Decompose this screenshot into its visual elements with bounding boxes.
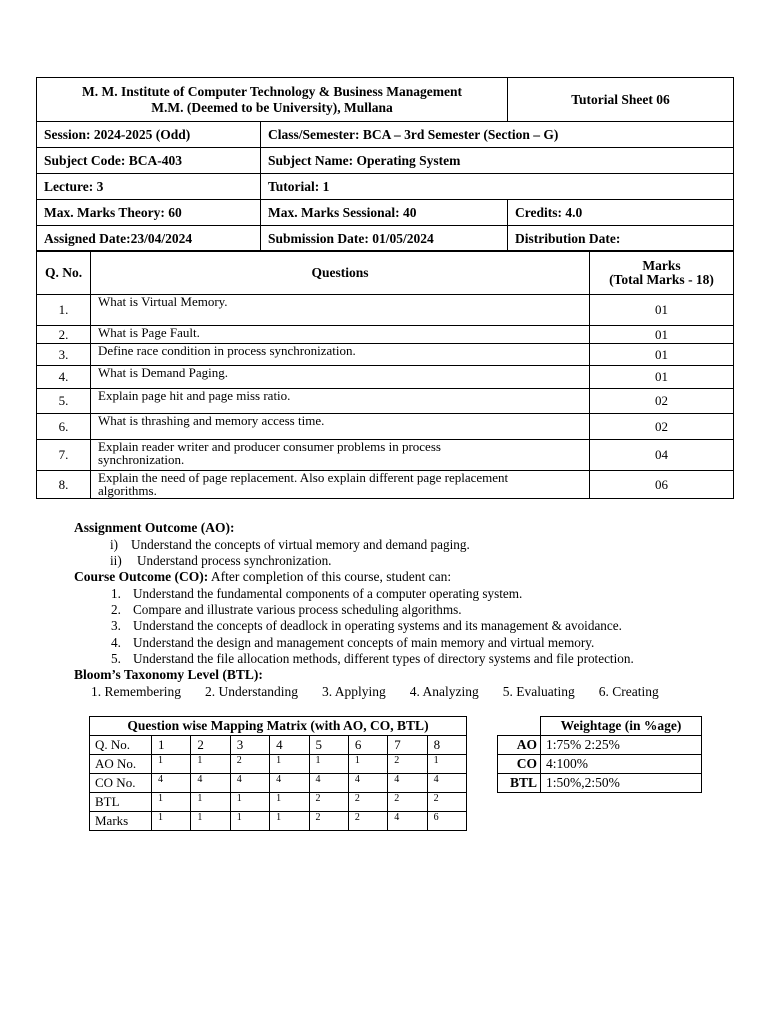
max-marks-theory: Max. Marks Theory: 60 bbox=[37, 200, 261, 226]
question-number: 6. bbox=[37, 414, 91, 440]
question-number: 7. bbox=[37, 440, 91, 471]
ao-item-text: Understand process synchronization. bbox=[137, 553, 332, 568]
question-line: synchronization. bbox=[98, 452, 185, 467]
mapping-cell: 1 bbox=[348, 755, 387, 774]
ao-item-num: i) bbox=[110, 537, 119, 552]
tutorial: Tutorial: 1 bbox=[261, 174, 734, 200]
mapping-cell: 1 bbox=[191, 793, 230, 812]
question-text bbox=[91, 326, 590, 344]
mapping-cell: 4 bbox=[191, 774, 230, 793]
mapping-cell: 8 bbox=[427, 736, 466, 755]
mapping-cell: 1 bbox=[191, 755, 230, 774]
weightage-value: 4:100% bbox=[541, 755, 702, 774]
weightage-row bbox=[498, 774, 702, 793]
mapping-cell: 1 bbox=[191, 812, 230, 831]
co-item bbox=[111, 635, 594, 651]
question-line: Explain the need of page replacement. Also explain different page replacement bbox=[98, 470, 509, 485]
question-marks: 04 bbox=[590, 440, 734, 471]
question-marks: 06 bbox=[590, 471, 734, 499]
mapping-row-label: Q. No. bbox=[90, 736, 152, 755]
co-item-text: Compare and illustrate various process scheduling algorithms. bbox=[133, 602, 462, 617]
credits: Credits: 4.0 bbox=[508, 200, 734, 226]
mapping-cell: 2 bbox=[309, 793, 348, 812]
weightage-value: 1:75% 2:25% bbox=[541, 736, 702, 755]
question-line: Explain page hit and page miss ratio. bbox=[98, 388, 291, 403]
mapping-cell: 1 bbox=[309, 755, 348, 774]
question-line: algorithms. bbox=[98, 483, 157, 498]
mapping-cell: 2 bbox=[427, 793, 466, 812]
co-item bbox=[111, 651, 634, 667]
btl-level: 2. Understanding bbox=[204, 684, 298, 699]
co-item-text: Understand the design and management concepts of main memory and virtual memory. bbox=[133, 635, 595, 650]
mapping-cell: 1 bbox=[152, 793, 191, 812]
weightage-title: Weightage (in %age) bbox=[541, 717, 702, 736]
weightage-key: AO bbox=[498, 736, 541, 755]
table-row bbox=[37, 389, 734, 414]
mapping-cell: 1 bbox=[230, 812, 269, 831]
question-number: 4. bbox=[37, 366, 91, 389]
co-item bbox=[111, 586, 522, 602]
mapping-cell: 1 bbox=[270, 755, 309, 774]
weightage-key: CO bbox=[498, 755, 541, 774]
col-qno-header: Q. No. bbox=[37, 251, 91, 295]
question-text bbox=[91, 471, 590, 499]
co-item-text: Understand the concepts of deadlock in operating systems and its management & avoidance. bbox=[133, 618, 622, 633]
mapping-cell: 2 bbox=[348, 793, 387, 812]
mapping-matrix-table bbox=[89, 716, 467, 831]
weightage-table bbox=[497, 716, 702, 793]
btl-heading: Bloom’s Taxonomy Level (BTL): bbox=[74, 667, 263, 682]
ao-item-num: ii) bbox=[110, 553, 122, 568]
table-row bbox=[37, 326, 734, 344]
question-marks: 01 bbox=[590, 295, 734, 326]
subject-name: Subject Name: Operating System bbox=[261, 148, 734, 174]
question-text bbox=[91, 344, 590, 366]
table-row bbox=[37, 295, 734, 326]
mapping-cell: 4 bbox=[230, 774, 269, 793]
mapping-cell: 2 bbox=[309, 812, 348, 831]
mapping-cell: 4 bbox=[152, 774, 191, 793]
weightage-corner bbox=[498, 717, 541, 736]
mapping-cell: 1 bbox=[270, 812, 309, 831]
mapping-title: Question wise Mapping Matrix (with AO, CO, BTL) bbox=[90, 717, 467, 736]
mapping-cell: 2 bbox=[348, 812, 387, 831]
mapping-cell: 1 bbox=[230, 793, 269, 812]
ao-heading: Assignment Outcome (AO): bbox=[74, 520, 235, 535]
institute-line2: M.M. (Deemed to be University), Mullana bbox=[151, 99, 393, 115]
question-line: What is Virtual Memory. bbox=[98, 294, 228, 309]
question-line: What is Demand Paging. bbox=[98, 365, 228, 380]
question-number: 5. bbox=[37, 389, 91, 414]
mapping-cell: 6 bbox=[427, 812, 466, 831]
mapping-row-label: AO No. bbox=[90, 755, 152, 774]
questions-table bbox=[36, 250, 734, 499]
co-item-num: 1. bbox=[111, 586, 121, 601]
co-item-text: Understand the fundamental components of a computer operating system. bbox=[133, 586, 523, 601]
mapping-row-btl bbox=[90, 793, 467, 812]
mapping-cell: 4 bbox=[427, 774, 466, 793]
mapping-cell: 3 bbox=[230, 736, 269, 755]
co-item-num: 3. bbox=[111, 618, 121, 633]
mapping-cell: 2 bbox=[388, 755, 427, 774]
question-marks: 02 bbox=[590, 389, 734, 414]
question-text bbox=[91, 389, 590, 414]
co-heading-line bbox=[74, 569, 451, 585]
weightage-value: 1:50%,2:50% bbox=[541, 774, 702, 793]
ao-item-text: Understand the concepts of virtual memory and demand paging. bbox=[131, 537, 470, 552]
weightage-row bbox=[498, 755, 702, 774]
table-row bbox=[37, 414, 734, 440]
question-line: Explain reader writer and producer consumer problems in process bbox=[98, 439, 441, 454]
co-heading: Course Outcome (CO): bbox=[74, 569, 209, 584]
btl-level: 4. Analyzing bbox=[409, 684, 479, 699]
table-row bbox=[37, 344, 734, 366]
mapping-row-label: Marks bbox=[90, 812, 152, 831]
question-number: 3. bbox=[37, 344, 91, 366]
lecture: Lecture: 3 bbox=[37, 174, 261, 200]
ao-item bbox=[110, 553, 331, 569]
btl-level: 6. Creating bbox=[598, 684, 659, 699]
question-number: 8. bbox=[37, 471, 91, 499]
mapping-row-co bbox=[90, 774, 467, 793]
mapping-cell: 4 bbox=[388, 812, 427, 831]
co-item-num: 5. bbox=[111, 651, 121, 666]
header-table bbox=[36, 77, 734, 252]
co-intro: After completion of this course, student can: bbox=[208, 569, 452, 584]
btl-level: 3. Applying bbox=[321, 684, 386, 699]
question-text bbox=[91, 414, 590, 440]
question-marks: 01 bbox=[590, 366, 734, 389]
table-row bbox=[37, 440, 734, 471]
subject-code: Subject Code: BCA-403 bbox=[37, 148, 261, 174]
mapping-cell: 6 bbox=[348, 736, 387, 755]
mapping-cell: 1 bbox=[427, 755, 466, 774]
assigned-date: Assigned Date:23/04/2024 bbox=[37, 226, 261, 252]
mapping-row-qno bbox=[90, 736, 467, 755]
co-item-num: 4. bbox=[111, 635, 121, 650]
weightage-key: BTL bbox=[498, 774, 541, 793]
btl-level: 1. Remembering bbox=[91, 684, 181, 699]
mapping-row-label: CO No. bbox=[90, 774, 152, 793]
sheet-title: Tutorial Sheet 06 bbox=[508, 78, 734, 122]
marks-header-line2: (Total Marks - 18) bbox=[609, 271, 714, 287]
mapping-cell: 4 bbox=[348, 774, 387, 793]
co-item-text: Understand the file allocation methods, different types of directory systems and file protection. bbox=[133, 651, 634, 666]
question-marks: 01 bbox=[590, 326, 734, 344]
co-item-num: 2. bbox=[111, 602, 121, 617]
question-number: 2. bbox=[37, 326, 91, 344]
mapping-cell: 1 bbox=[270, 793, 309, 812]
btl-level: 5. Evaluating bbox=[502, 684, 575, 699]
mapping-row-ao bbox=[90, 755, 467, 774]
question-marks: 01 bbox=[590, 344, 734, 366]
mapping-cell: 1 bbox=[152, 755, 191, 774]
question-line: What is Page Fault. bbox=[98, 325, 200, 340]
question-line: What is thrashing and memory access time. bbox=[98, 413, 325, 428]
mapping-row-label: BTL bbox=[90, 793, 152, 812]
mapping-cell: 4 bbox=[270, 736, 309, 755]
btl-levels bbox=[91, 684, 659, 700]
table-row bbox=[37, 366, 734, 389]
mapping-row-marks bbox=[90, 812, 467, 831]
marks-header-line1: Marks bbox=[642, 257, 681, 273]
question-text bbox=[91, 295, 590, 326]
mapping-cell: 2 bbox=[191, 736, 230, 755]
mapping-cell: 7 bbox=[388, 736, 427, 755]
mapping-cell: 2 bbox=[388, 793, 427, 812]
question-number: 1. bbox=[37, 295, 91, 326]
mapping-cell: 1 bbox=[152, 812, 191, 831]
session: Session: 2024-2025 (Odd) bbox=[37, 122, 261, 148]
weightage-row bbox=[498, 736, 702, 755]
mapping-cell: 1 bbox=[152, 736, 191, 755]
distribution-date: Distribution Date: bbox=[508, 226, 734, 252]
mapping-cell: 4 bbox=[270, 774, 309, 793]
institute-name bbox=[37, 78, 508, 122]
mapping-cell: 4 bbox=[388, 774, 427, 793]
mapping-cell: 4 bbox=[309, 774, 348, 793]
question-text bbox=[91, 366, 590, 389]
question-text bbox=[91, 440, 590, 471]
question-line: Define race condition in process synchronization. bbox=[98, 343, 356, 358]
co-item bbox=[111, 602, 462, 618]
submission-date: Submission Date: 01/05/2024 bbox=[261, 226, 508, 252]
co-item bbox=[111, 618, 622, 634]
table-row bbox=[37, 471, 734, 499]
institute-line1: M. M. Institute of Computer Technology & Business Management bbox=[81, 83, 462, 99]
mapping-cell: 2 bbox=[230, 755, 269, 774]
ao-item bbox=[110, 537, 470, 553]
class-semester: Class/Semester: BCA – 3rd Semester (Section – G) bbox=[261, 122, 734, 148]
question-marks: 02 bbox=[590, 414, 734, 440]
max-marks-sessional: Max. Marks Sessional: 40 bbox=[261, 200, 508, 226]
col-questions-header: Questions bbox=[91, 251, 590, 295]
mapping-cell: 5 bbox=[309, 736, 348, 755]
col-marks-header bbox=[590, 251, 734, 295]
